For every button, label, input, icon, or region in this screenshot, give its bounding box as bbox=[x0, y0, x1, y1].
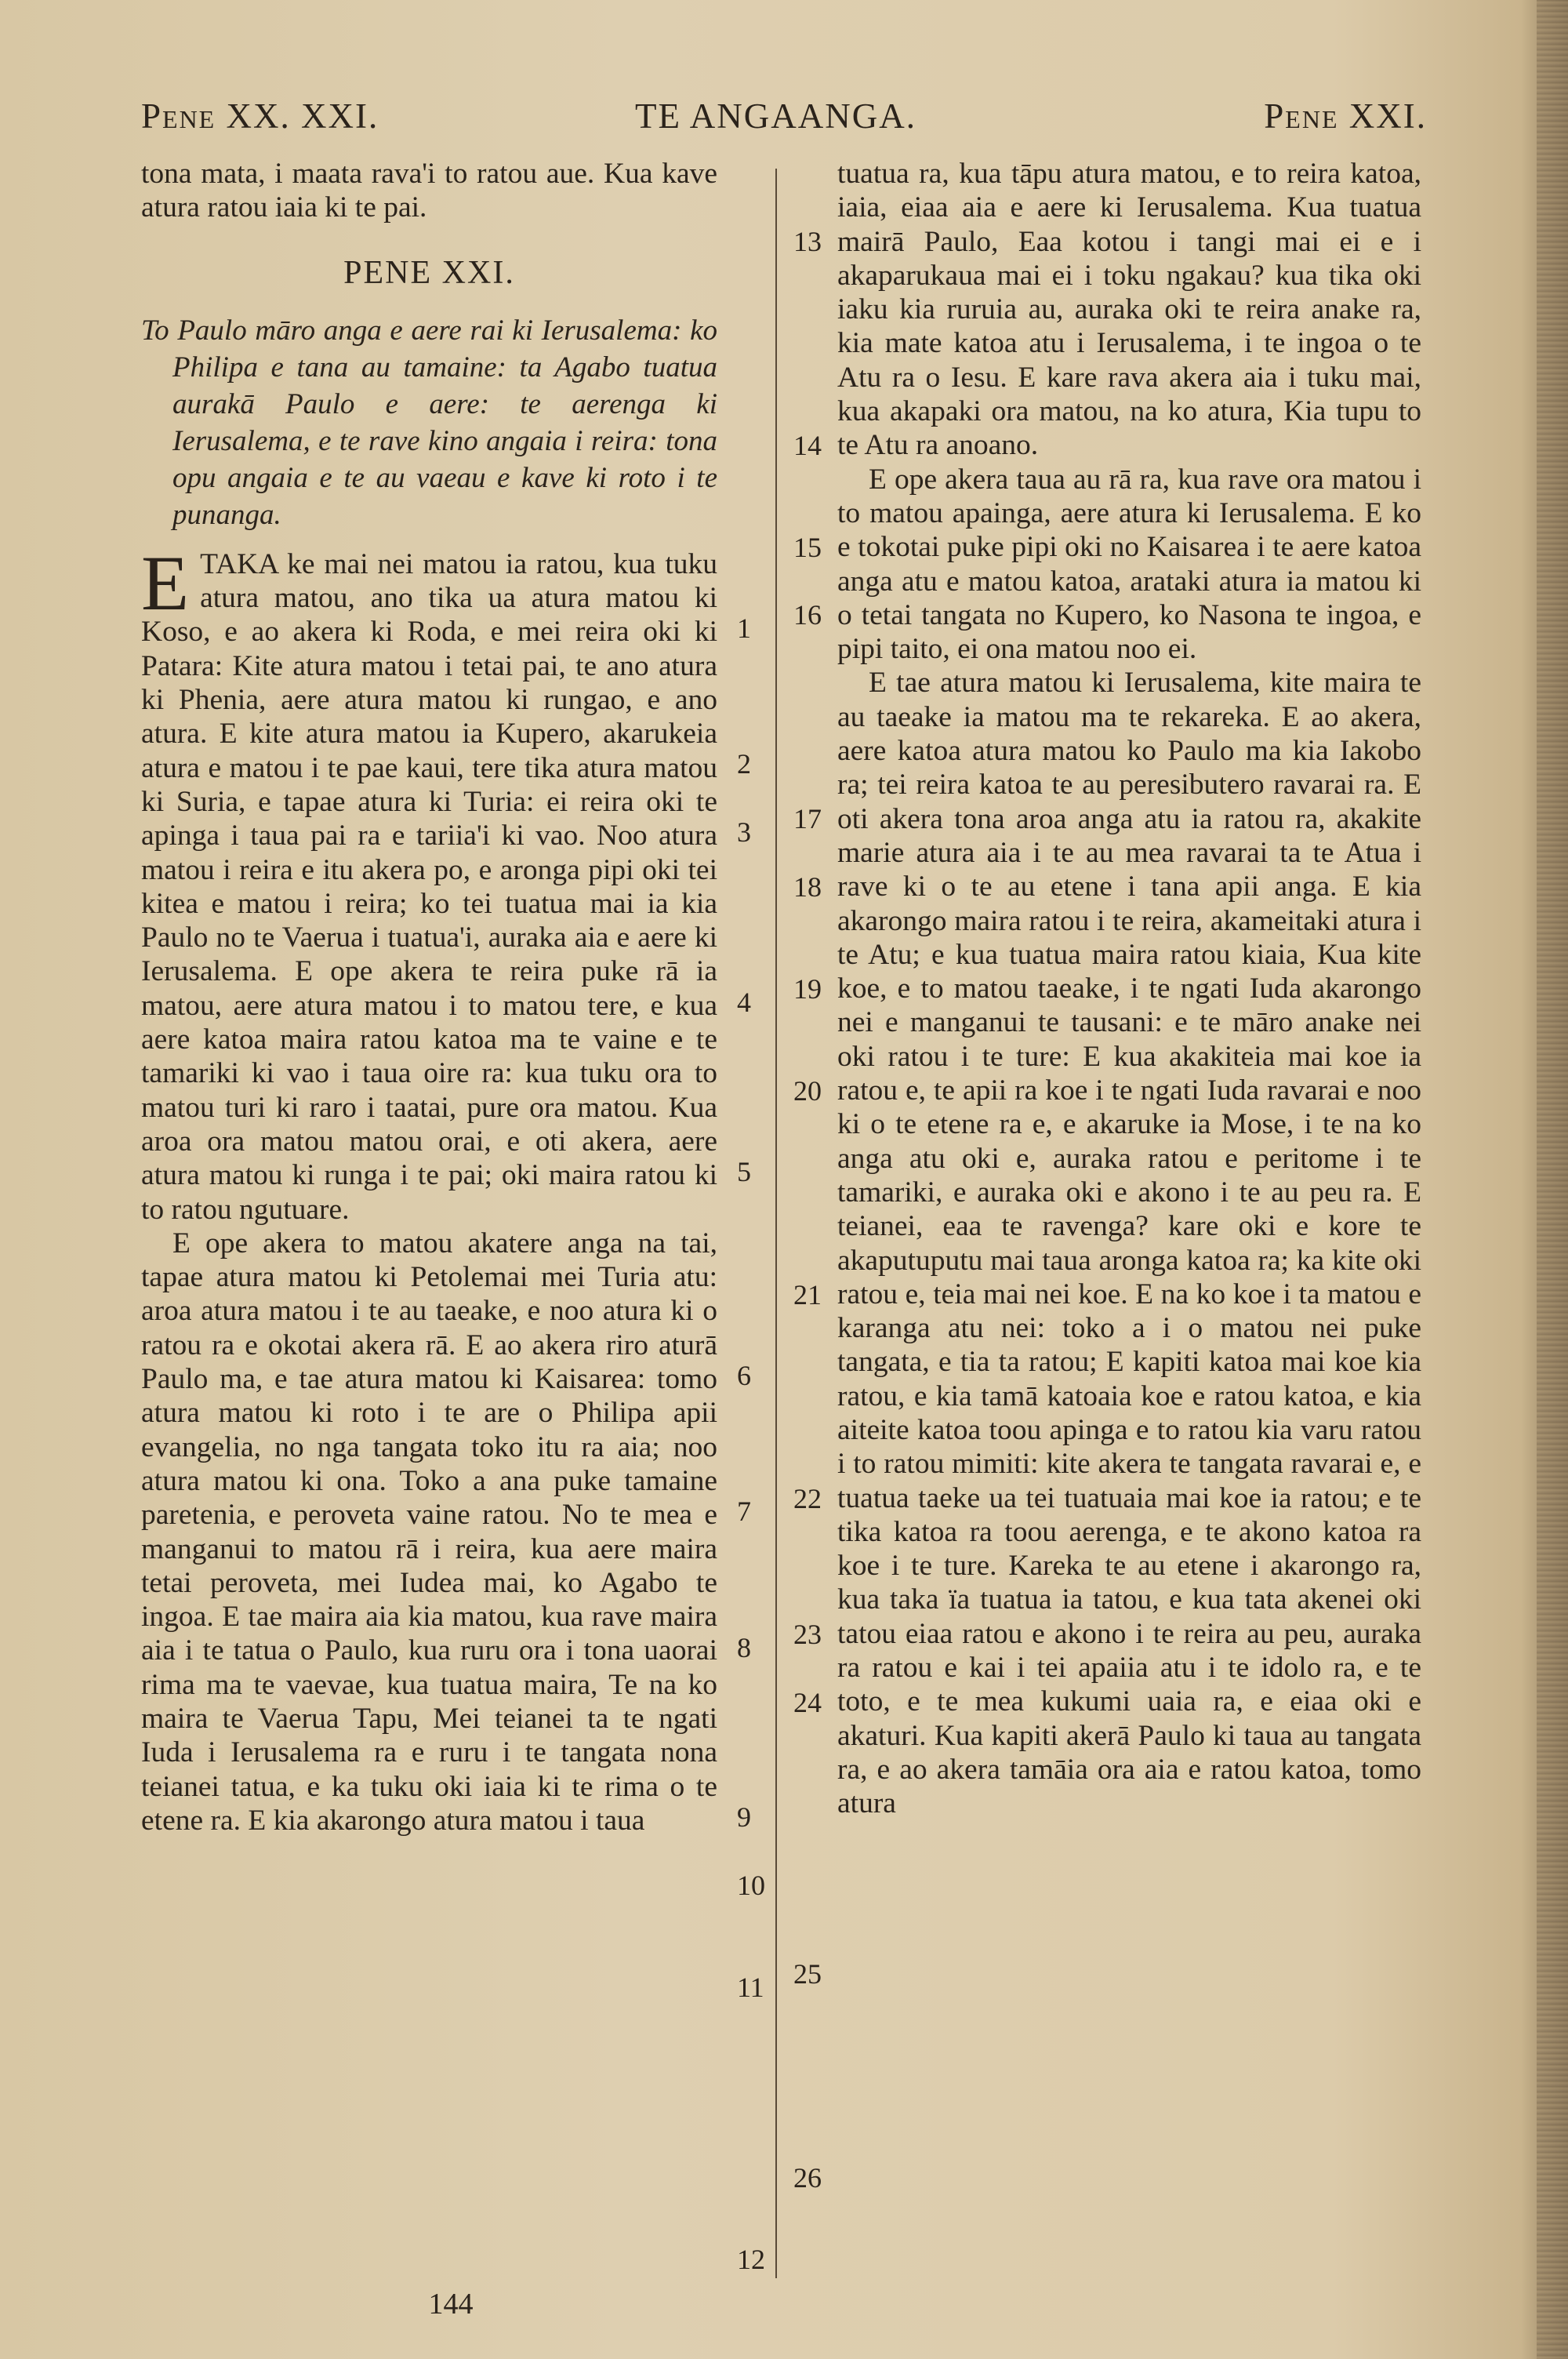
verse-number: 8 bbox=[737, 1632, 751, 1663]
verse-number: 12 bbox=[737, 2244, 765, 2275]
verse-number: 23 bbox=[793, 1619, 822, 1650]
verse-number: 18 bbox=[793, 871, 822, 903]
verse-number: 6 bbox=[737, 1360, 751, 1391]
verse-number: 26 bbox=[793, 2162, 822, 2194]
chapter-summary: To Paulo māro anga e aere rai ki Ierusalema: ko Philipa e tana au tamaine: ta Agabo tuatua aurakā Paulo e aere: te aerenga ki Ierusalema, e te rave kino angaia i reira: tona opu angaia e te au vaeau e kave ki roto i te punanga. bbox=[141, 314, 717, 531]
continuation-text: tona mata, i maata rava'i to ratou aue. Kua kave atura ratou iaia ki te pai. bbox=[141, 158, 717, 224]
paragraph-1-text: TAKA ke mai nei matou ia ratou, kua tuku atura matou, ano tika ua atura matou ki Koso, e ao akera ki Roda, e mei reira oki ki Patara: Kite atura matou i tetai pai, te ano atura ki Phenia, aere atura matou ki rungao, e ano atura. E kite atura matou ia Kupero, akarukeia atura e matou i te pae kaui, tere tika atura matou ki Suria, e tapae atura ki Turia: ei reira oki te apinga i taua pai ra e tariia'i ki vao. Noo atura matou i reira e itu akera po, e aronga pipi oki tei kitea e matou i reira; ko tei tuatua mai ia kia Paulo no te Vaerua i tuatua'i, auraka aia e aere ki Ierusalema. E ope akera te reira puke rā ia matou, aere atura matou i to matou tere, e kua aere katoa maira ratou katoa ma te vaine e te tamariki ki vao i taua oire ra: kua tuku ora to matou turi ki raro i taatai, pure ora matou. Kua aroa ora matou matou orai, e oti akera, aere atura matou ki runga i te pai; oki maira ratou ki to ratou ngutuare. bbox=[141, 547, 717, 1226]
paragraph-1 bbox=[141, 539, 717, 1227]
verse-number: 22 bbox=[793, 1483, 822, 1514]
verse-number: 14 bbox=[793, 430, 822, 461]
verse-number: 24 bbox=[793, 1687, 822, 1718]
running-header bbox=[141, 96, 1427, 135]
verse-number: 11 bbox=[737, 1972, 764, 2003]
header-center: TE ANGAANGA. bbox=[635, 96, 916, 136]
verse-number: 9 bbox=[737, 1801, 751, 1833]
page-number: 144 bbox=[428, 2288, 474, 2321]
verse-number: 10 bbox=[737, 1870, 765, 1901]
verse-number: 5 bbox=[737, 1156, 751, 1187]
verse-number: 1 bbox=[737, 612, 751, 644]
verse-number: 3 bbox=[737, 816, 751, 848]
verse-number: 15 bbox=[793, 532, 822, 563]
book-edge bbox=[1537, 0, 1568, 2359]
column-divider bbox=[775, 169, 777, 2278]
verse-number: 19 bbox=[793, 973, 822, 1005]
drop-cap: E bbox=[141, 539, 190, 627]
right-column bbox=[837, 157, 1421, 1821]
verse-number: 25 bbox=[793, 1958, 822, 1990]
verse-number: 21 bbox=[793, 1279, 822, 1310]
right-paragraph-2: E ope akera taua au rā ra, kua rave ora matou i to matou apainga, aere atura ki Ierusalema. E ko e tokotai puke pipi oki no Kaisarea i te aere katoa anga atu e matou katoa, arataki atura ia matou ki o tetai tangata no Kupero, ko Nasona te ingoa, e pipi taito, ei ona matou noo ei. bbox=[837, 463, 1421, 666]
paragraph-2: E ope akera to matou akatere anga na tai, tapae atura matou ki Petolemai mei Turia atu: aroa atura matou i te au taeake, e noo atura ki o ratou ra e okotai akera rā. E ao akera riro aturā Paulo ma, e tae atura matou ki Kaisarea: tomo atura matou ki roto i te are o Philipa apii evangelia, no nga tangata toko itu ra aia; noo atura matou ki ona. Toko a ana puke tamaine paretenia, e peroveta vaine ratou. No te mea e manganui to matou rā i reira, kua aere maira tetai peroveta, mei Iudea mai, ko Agabo te ingoa. E tae maira aia kia matou, kua rave maira aia i te tatua o Paulo, kua ruru ora i tona uaorai rima ma te vaevae, kua tuatua maira, Te na ko maira te Vaerua Tapu, Mei teianei ta te ngati Iuda i Ierusalema ra e ruru i te tangata nona teianei tatua, e ka tuku oki iaia ki te rima o te etene ra. E kia akarongo atura matou i taua bbox=[141, 1227, 717, 1837]
verse-number: 16 bbox=[793, 599, 822, 631]
verse-number: 20 bbox=[793, 1075, 822, 1107]
verse-number: 4 bbox=[737, 987, 751, 1018]
verse-number: 2 bbox=[737, 748, 751, 780]
verse-number: 17 bbox=[793, 803, 822, 834]
left-column bbox=[141, 157, 717, 1837]
verse-number: 7 bbox=[737, 1496, 751, 1527]
verse-number: 13 bbox=[793, 226, 822, 257]
right-paragraph-3: E tae atura matou ki Ierusalema, kite maira te au taeake ia matou ma te rekareka. E ao akera, aere katoa atura matou ko Paulo ma kia Iakobo ra; tei reira katoa te au peresibutero ravarai ra. E oti akera tona aroa anga atu ia ratou ra, akakite marie atura aia i te au mea ravarai ta te Atua i rave ki o te au etene i tana apii anga. E kia akarongo maira ratou i te reira, akameitaki atura i te Atu; e kua tuatua maira ratou kiaia, Kua kite koe, e to matou taeake, i te ngati Iuda akarongo nei e manganui te tausani: e te māro anake nei oki ratou i te ture: E kua akakiteia mai koe ia ratou e, te apii ra koe i te ngati Iuda ravarai e noo ki o te etene ra e, e akaruke ia Mose, i te na ko anga atu oki e, auraka ratou e peritome i te tamariki, e auraka oki e akono i te au peu ra. E teianei, eaa te ravenga? kare oki e kore te akaputuputu mai taua aronga katoa ra; ka kite oki ratou e, teia mai nei koe. E na ko koe i ta matou e karanga atu nei: toko a i o matou nei puke tangata, e tia ta ratou; E kapiti katoa mai koe kia ratou, e kia tamā katoaia koe e ratou katoa, e kia aiteite katoa toou apinga e to ratou kia varu ratou i to ratou mimiti: kite akera te tangata ravarai e, e tuatua taeke ua tei tuatuaia mai koe ia ratou; e te tika katoa ra toou aerenga, e te akono katoa ra koe i te ture. Kareka te au etene i akarongo ra, kua taka ïa tuatua ia tatou, e kua tata akenei oki tatou eiaa ratou e akono i te reira au peu, auraka ra ratou e kai i tei apaiia atu i te idolo ra, e te toto, e te mea kukumi uaia ra, e eiaa oki e akaturi. Kua kapiti akerā Paulo ki taua au tangata ra, e ao akera tamāia ora aia e ratou katoa, tomo atura bbox=[837, 667, 1421, 1820]
header-left: Pene XX. XXI. bbox=[141, 96, 379, 136]
right-paragraph-1: tuatua ra, kua tāpu atura matou, e to reira katoa, iaia, eiaa aia e aere ki Ierusalema. Kua tuatua mairā Paulo, Eaa kotou i tangi mai ei e i akaparukaua mai ei i toku ngakau? kua tika oki iaku kia ruruia au, auraka oki te reira anake ra, kia mate katoa atu i Ierusalema, i te ingoa o te Atu ra o Iesu. E kare rava akera aia i tuku mai, kua akapaki ora matou, na ko atura, Kia tupu to te Atu ra anoano. bbox=[837, 158, 1421, 462]
chapter-title: PENE XXI. bbox=[343, 254, 515, 291]
header-right: Pene XXI. bbox=[1264, 96, 1427, 136]
